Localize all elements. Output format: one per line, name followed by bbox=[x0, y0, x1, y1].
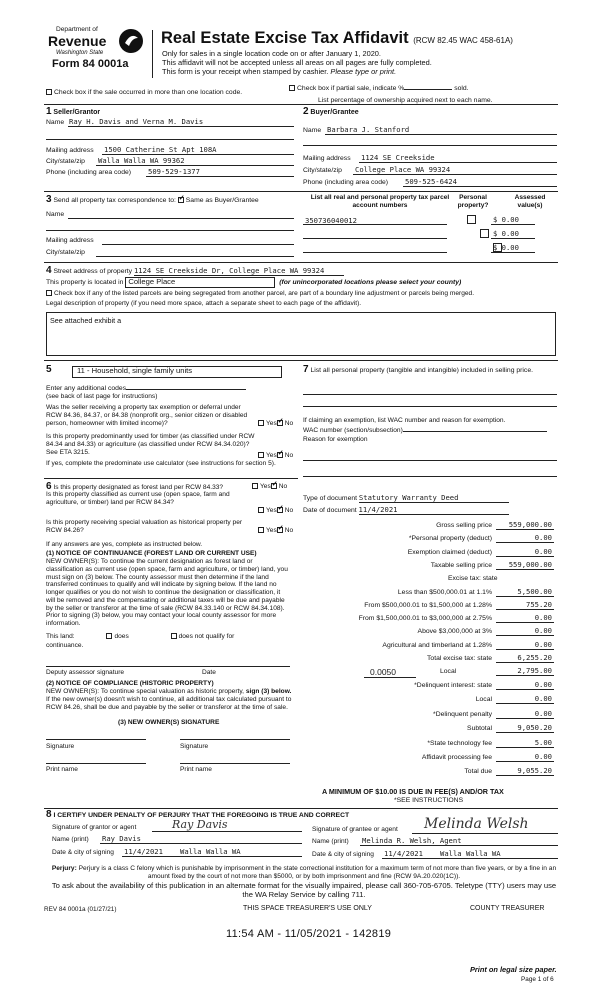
current-use-question: Is this property classified as current use (open space, farm and agriculture, or timber) land per RCW 84.34? bbox=[46, 491, 230, 506]
tax-correspondence-section: 3 Send all property tax correspondence to: ✓ Same as Buyer/Grantee Name Mailing address City/state/zip bbox=[46, 194, 296, 264]
property-street-field[interactable]: 1124 SE Creekside Dr, College Place WA 99324 bbox=[134, 266, 344, 276]
seller-phone-label: Phone (including area code) bbox=[46, 169, 132, 176]
grantee-signature[interactable]: Melinda Welsh bbox=[424, 816, 529, 832]
sec3-addr-label: Mailing address bbox=[46, 237, 94, 244]
divider bbox=[44, 104, 558, 105]
calc-value[interactable]: 0.00 bbox=[534, 752, 552, 761]
calc-row bbox=[300, 710, 558, 722]
buyer-name-field[interactable]: Barbara J. Stanford bbox=[327, 125, 410, 134]
compliance-text: NEW OWNER(S): To continue special valuation as historic property, sign (3) below. If the new owner(s) doesn't wish to continue, all additional tax calculated pursuant to RCW 84.26, shall be due and payable by the seller or transferor at the time of sale. bbox=[46, 688, 292, 711]
divider bbox=[44, 262, 558, 263]
calc-value[interactable]: 559,000.00 bbox=[508, 559, 552, 569]
buyer-section: 2 Buyer/Grantee Name Barbara J. Stanford Mailing address 1124 SE Creekside City/state/zip College Place WA 99324 Phone (including area code) 509-525-6424 bbox=[303, 106, 557, 190]
perjury-notice: Perjury: Perjury is a class C felony which is punishable by imprisonment in the state correctional institution for a maximum term of not more than five years, or by a fine in an amount fixed by the court of not more than $5000, or by both imprisonment and fine (RCW 9A.20.020(1C)). bbox=[51, 865, 557, 880]
calc-row bbox=[300, 601, 558, 613]
local-label: Local bbox=[440, 668, 457, 675]
calc-value[interactable]: 0.00 bbox=[534, 694, 552, 704]
underline bbox=[46, 666, 290, 667]
print-name-label: Print name bbox=[180, 766, 212, 773]
calc-label: *Personal property (deduct) bbox=[408, 535, 492, 543]
calc-value[interactable]: 0.00 bbox=[534, 613, 552, 623]
personal-header: Personal property? bbox=[457, 194, 489, 209]
yes-checkbox[interactable] bbox=[258, 527, 264, 533]
exemption-question: Was the seller receiving a property tax exemption or deferral under RCW 84.36, 84.37, or 84.38 (nonprofit org., senior citizen or disabled person, homeowner with limited income)? bbox=[46, 404, 248, 427]
calc-value[interactable]: 0.00 bbox=[534, 533, 552, 543]
underline bbox=[303, 224, 447, 225]
dept-line3: Washington State bbox=[56, 50, 104, 56]
deputy-label: Deputy assessor signature bbox=[46, 669, 125, 676]
calc-row bbox=[300, 681, 558, 693]
calc-label: Taxable selling price bbox=[430, 561, 492, 569]
calc-row bbox=[300, 767, 558, 779]
calc-row bbox=[300, 534, 558, 546]
yes-checkbox[interactable] bbox=[258, 420, 264, 426]
underline bbox=[496, 703, 554, 704]
document-date-field[interactable]: 11/4/2021 bbox=[359, 506, 509, 515]
partial-sale-check[interactable]: Check box if partial sale, indicate % sold. bbox=[289, 85, 469, 93]
divider bbox=[44, 191, 558, 192]
calc-row bbox=[300, 739, 558, 751]
timber-question: Is this property predominantly used for timber (as classified under RCW 84.34 and 84.33) or agriculture (as classified under RCW 84.34.020)? See ETA 3215. bbox=[46, 433, 255, 456]
continuance-word: continuance. bbox=[46, 642, 84, 649]
grantee-date-field[interactable]: 11/4/2021 bbox=[384, 849, 423, 858]
personal-property-checkbox[interactable] bbox=[467, 215, 476, 224]
personal-property-checkbox[interactable] bbox=[480, 229, 489, 238]
revision: REV 84 0001a (01/27/21) bbox=[44, 906, 117, 913]
assessed-value[interactable]: $ 0.00 bbox=[493, 215, 519, 224]
calc-label: Total excise tax: state bbox=[427, 655, 492, 662]
underline bbox=[496, 662, 554, 663]
no-checkbox[interactable] bbox=[271, 483, 277, 489]
calc-row bbox=[300, 561, 558, 573]
grantee-date-label: Date & city of signing bbox=[312, 851, 374, 858]
calc-value[interactable]: 5.00 bbox=[534, 737, 552, 747]
assessed-header: Assessed value(s) bbox=[514, 194, 546, 209]
calc-value[interactable]: 0.00 bbox=[534, 639, 552, 649]
calc-value[interactable]: 6,255.20 bbox=[517, 653, 552, 662]
calc-row bbox=[300, 548, 558, 560]
timber-note: If yes, complete the predominate use calculator (see instructions for section 5). bbox=[46, 460, 276, 467]
accessibility-notice: To ask about the availability of this publication in an alternate format for the visually impaired, please call 360-705-6705. Teletype (TTY) users may use the WA Relay Service by calling 711. bbox=[51, 881, 557, 899]
county-treasurer: COUNTY TREASURER bbox=[470, 905, 545, 912]
local-rate-row bbox=[300, 667, 558, 679]
underline bbox=[496, 761, 554, 762]
divider bbox=[44, 360, 558, 361]
underline bbox=[46, 739, 146, 740]
forest-section: 6 Is this property designated as forest land per RCW 84.33? Yes✓ No Is this property classified as current use (open space, farm and agriculture, or timber) land per RCW 84.34? Yes✓ No Is this property receiving special valuation as historical property per RCW 84.26? Yes✓ No If any answers are yes, complete as instructed below. (1) NOTICE OF CONTINUANCE (FOREST LAND OR CURRENT USE) NEW OWNER(S): To continue the current designation as forest land or classification as current use (open space, farm and agriculture, or timber) land, you must sign on (3) below. The county assessor must then determine if the land transferred continues to qualify and will indicate by signing below. If the land no longer qualifies or you do not wish to continue the designation or classification, it will be removed and the compensating or additional taxes will be due and payable by the seller or transferor at the time of sale (RCW 84.33.140 or RCW 84.34.108). Prior to signing (3) below, you may contact your local county assessor for more information. This land: does does not qualify for continuance. Deputy assessor signature Date (2) NOTICE OF COMPLIANCE (HISTORIC PROPERTY) NEW OWNER(S): To continue special valuation as historic property, sign (3) below. If the new owner(s) doesn't wish to continue, all additional tax calculated pursuant to RCW 84.26, shall be due and payable by the seller or transferor at the time of sale. (3) NEW OWNER(S) SIGNATURE Signature Signature Print name Print name bbox=[46, 481, 300, 781]
calc-label: Less than $500,000.01 at 1.1% bbox=[397, 588, 492, 596]
assessed-value[interactable]: $ 0.00 bbox=[493, 243, 519, 252]
calc-row bbox=[300, 654, 558, 666]
underline bbox=[180, 763, 290, 764]
underline bbox=[496, 596, 554, 597]
form-number: Form 84 0001a bbox=[52, 58, 129, 70]
land-use-section: 5 11 - Household, single family units Enter any additional codes (see back of last page for instructions) Was the seller receiving a property tax exemption or deferral under RCW 84.36, 84.37, or 84.38 (nonprofit org., senior citizen or disabled person, homeowner with limited income)? Yes✓ No Is this property predominantly used for timber (as classified under RCW 84.34 and 84.33) or agriculture (as classified under RCW 84.34.020)? See ETA 3215. Yes✓ No If yes, complete the predominate use calculator (see instructions for section 5). bbox=[46, 364, 300, 454]
grantor-name-field[interactable]: Ray Davis bbox=[102, 834, 141, 843]
local-rate: 0.0050 bbox=[370, 667, 396, 677]
no-checkbox[interactable] bbox=[277, 420, 283, 426]
legal-label: Legal description of property (if you need more space, attach a separate sheet to each page of the affidavit). bbox=[46, 300, 362, 307]
calc-row bbox=[300, 724, 558, 736]
calc-value[interactable]: 559,000.00 bbox=[508, 520, 552, 529]
underline bbox=[303, 406, 557, 407]
parcel-number[interactable]: 350736040012 bbox=[305, 216, 357, 225]
calc-value[interactable]: 5,500.00 bbox=[517, 586, 552, 596]
legal-description-field[interactable] bbox=[46, 312, 556, 356]
see-instructions: *SEE INSTRUCTIONS bbox=[394, 797, 464, 804]
underline bbox=[325, 134, 557, 135]
calc-value[interactable]: 0.00 bbox=[534, 626, 552, 636]
reason-label: Reason for exemption bbox=[303, 436, 368, 443]
checkbox[interactable] bbox=[46, 89, 52, 95]
yes-checkbox[interactable] bbox=[252, 483, 258, 489]
underline bbox=[496, 529, 554, 530]
buyer-city-label: City/state/zip bbox=[303, 167, 342, 174]
underline bbox=[102, 154, 294, 155]
calc-label: Above $3,000,000 at 3% bbox=[417, 628, 492, 636]
underline bbox=[496, 675, 554, 676]
header-note-3: This form is your receipt when stamped by cashier. Please type or print. bbox=[162, 67, 397, 76]
calc-label: Affidavit processing fee bbox=[421, 754, 492, 761]
underline bbox=[491, 224, 535, 225]
signature-label: Signature bbox=[180, 743, 209, 750]
seller-name-field[interactable]: Ray H. Davis and Verna M. Davis bbox=[69, 117, 204, 126]
underline bbox=[102, 244, 294, 245]
seller-city-label: City/state/zip bbox=[46, 158, 85, 165]
minimum-notice: A MINIMUM OF $10.00 IS DUE IN FEE(S) AND/OR TAX bbox=[322, 787, 504, 796]
parcel-table bbox=[303, 194, 557, 260]
calc-label: Local bbox=[475, 696, 492, 704]
calc-row bbox=[300, 627, 558, 639]
yes-checkbox[interactable] bbox=[258, 507, 264, 513]
exemption-yes-no[interactable]: Yes✓ No bbox=[258, 420, 293, 428]
calc-row bbox=[300, 753, 558, 765]
underline bbox=[491, 238, 535, 239]
calc-label: From $1,500,000.01 to $3,000,000 at 2.75% bbox=[358, 615, 492, 623]
new-owner-sig-heading: (3) NEW OWNER(S) SIGNATURE bbox=[118, 719, 220, 726]
dept-line2: Revenue bbox=[48, 33, 107, 49]
same-as-buyer-checkbox[interactable] bbox=[178, 197, 184, 203]
underline bbox=[180, 739, 290, 740]
codes-note: (see back of last page for instructions) bbox=[46, 393, 158, 400]
underline bbox=[496, 569, 554, 570]
buyer-city-field[interactable]: College Place WA 99324 bbox=[355, 165, 451, 174]
buyer-address-field[interactable]: 1124 SE Creekside bbox=[361, 153, 435, 162]
divider bbox=[44, 478, 298, 479]
ifany-note: If any answers are yes, complete as instructed below. bbox=[46, 541, 203, 548]
underline bbox=[382, 858, 558, 859]
underline bbox=[496, 732, 554, 733]
calc-label: *Delinquent interest: state bbox=[414, 682, 492, 689]
grantor-date-field[interactable]: 11/4/2021 bbox=[124, 847, 163, 856]
compliance-heading: (2) NOTICE OF COMPLIANCE (HISTORIC PROPERTY) bbox=[46, 680, 214, 687]
legal-description-text: See attached exhibit a bbox=[50, 316, 122, 325]
doc-type-row: Type of document Statutory Warranty Deed bbox=[303, 494, 509, 503]
signature-label: Signature bbox=[46, 743, 75, 750]
grantee-signature-block bbox=[312, 816, 558, 860]
calc-row bbox=[300, 695, 558, 707]
underline bbox=[68, 218, 294, 219]
qualify-row: This land: does does not qualify for bbox=[46, 633, 235, 640]
grantee-sig-label: Signature of grantee or agent bbox=[312, 826, 398, 833]
underline bbox=[491, 252, 535, 253]
forest-yes-no[interactable]: Yes✓ No bbox=[252, 483, 287, 491]
legal-paper-note: Print on legal size paper. bbox=[470, 965, 557, 974]
underline bbox=[496, 556, 554, 557]
parcel-header: List all real and personal property tax parcel account numbers bbox=[310, 194, 450, 209]
calc-label: From $500,000.01 to $1,500,000 at 1.28% bbox=[364, 601, 492, 609]
grantor-name-label: Name (print) bbox=[52, 836, 89, 843]
calc-row bbox=[300, 614, 558, 626]
personal-property-section: 7 List all personal property (tangible and intangible) included in selling price. If claiming an exemption, list WAC number and reason for exemption. WAC number (section/subsection) Reason for exemption Type of document Statutory Warranty Deed Date of document 11/4/2021 bbox=[303, 364, 557, 524]
use-code-field[interactable]: 11 - Household, single family units bbox=[72, 366, 282, 378]
underline bbox=[496, 718, 554, 719]
calc-label: *Delinquent penalty bbox=[433, 710, 492, 718]
underline bbox=[496, 622, 554, 623]
grantor-signature[interactable]: Ray Davis bbox=[172, 818, 228, 831]
calc-label: Total due bbox=[464, 768, 492, 776]
underline bbox=[496, 689, 554, 690]
underline bbox=[46, 139, 294, 140]
cashier-stamp: 11:54 AM - 11/05/2021 - 142819 bbox=[226, 928, 392, 940]
seller-name-label: Name bbox=[46, 119, 65, 126]
checkbox[interactable] bbox=[289, 85, 295, 91]
no-checkbox[interactable] bbox=[277, 527, 283, 533]
header-note-2: This affidavit will not be accepted unless all areas on all pages are fully completed. bbox=[162, 58, 432, 67]
underline bbox=[496, 747, 554, 748]
underline bbox=[146, 176, 294, 177]
underline bbox=[303, 394, 557, 395]
revenue-seal-icon bbox=[118, 28, 144, 54]
seller-addr-label: Mailing address bbox=[46, 147, 94, 154]
underline bbox=[353, 174, 557, 175]
underline bbox=[100, 843, 302, 844]
calc-label: *State technology fee bbox=[427, 739, 492, 747]
multi-location-check[interactable]: Check box if the sale occurred in more than one location code. bbox=[46, 89, 242, 97]
underline bbox=[303, 252, 447, 253]
buyer-addr-label: Mailing address bbox=[303, 155, 351, 162]
underline bbox=[403, 186, 557, 187]
ownership-note: List percentage of ownership acquired next to each name. bbox=[318, 97, 493, 104]
calc-label: Exemption claimed (deduct) bbox=[407, 548, 492, 556]
checkbox[interactable] bbox=[46, 290, 52, 296]
buyer-phone-field[interactable]: 509-525-6424 bbox=[405, 177, 457, 186]
page-title: Real Estate Excise Tax Affidavit (RCW 82.45 WAC 458-61A) bbox=[161, 29, 513, 47]
grantor-date-label: Date & city of signing bbox=[52, 849, 114, 856]
sec3-name-label: Name bbox=[46, 211, 65, 218]
underline bbox=[303, 145, 557, 146]
underline bbox=[303, 476, 557, 477]
no-checkbox[interactable] bbox=[277, 507, 283, 513]
seller-address-field[interactable]: 1500 Catherine St Apt 108A bbox=[104, 145, 217, 154]
underline bbox=[96, 256, 294, 257]
calc-value[interactable]: 0.00 bbox=[534, 680, 552, 689]
street-address-row: 4 Street address of property 1124 SE Creekside Dr, College Place WA 99324 bbox=[46, 265, 344, 277]
calc-value[interactable]: 9,055.20 bbox=[517, 766, 552, 776]
does-checkbox[interactable] bbox=[106, 633, 112, 639]
doc-date-row: Date of document 11/4/2021 bbox=[303, 506, 509, 515]
wac-row: WAC number (section/subsection) bbox=[303, 427, 547, 435]
buyer-name-label: Name bbox=[303, 127, 322, 134]
underline bbox=[496, 649, 554, 650]
underline bbox=[496, 775, 554, 776]
calc-value[interactable]: 0.00 bbox=[534, 708, 552, 718]
tax-calculation bbox=[300, 520, 558, 804]
calc-label: Subtotal bbox=[467, 725, 492, 733]
historic-yes-no[interactable]: Yes✓ No bbox=[258, 527, 293, 535]
segregated-check[interactable]: Check box if any of the listed parcels are being segregated from another parcel, are part of a boundary line adjustment or parcels being merged. bbox=[46, 290, 474, 298]
location-row: This property is located in College Place (for unincorporated locations please select your county) bbox=[46, 277, 462, 286]
underline bbox=[360, 845, 558, 846]
sec3-city-label: City/state/zip bbox=[46, 249, 85, 256]
location-select[interactable]: College Place bbox=[125, 277, 275, 288]
calc-value[interactable]: 0.00 bbox=[534, 546, 552, 556]
yes-checkbox[interactable] bbox=[258, 452, 264, 458]
underline bbox=[96, 165, 294, 166]
continuance-text: NEW OWNER(S): To continue the current designation as forest land or classification as current use (open space, farm and agriculture, or timber) land, you must sign on (3) below. The county assessor must then determine if the land transferred continues to qualify and will indicate by signing below. If the land no longer qualifies or you do not wish to continue the designation or classification, it will be removed and the compensating or additional taxes will be due and payable by the seller or transferor at the time of sale (RCW 84.33.140 or RCW 84.34.108). Prior to signing (3) below, you may contact your local county assessor for more information. bbox=[46, 558, 288, 628]
header-note-1: Only for sales in a single location code on or after January 1, 2020. bbox=[162, 49, 381, 58]
calc-value[interactable]: 9,050.20 bbox=[517, 723, 552, 733]
underline bbox=[152, 831, 302, 832]
does-not-checkbox[interactable] bbox=[171, 633, 177, 639]
assessed-value[interactable]: $ 0.00 bbox=[493, 229, 519, 238]
calc-label: Agricultural and timberland at 1.28% bbox=[382, 641, 492, 649]
underline bbox=[496, 542, 554, 543]
dor-logo bbox=[44, 26, 148, 56]
underline bbox=[303, 460, 557, 461]
certify-heading: 8 I CERTIFY UNDER PENALTY OF PERJURY THAT THE FOREGOING IS TRUE AND CORRECT bbox=[46, 809, 350, 820]
underline bbox=[359, 162, 557, 163]
buyer-phone-label: Phone (including area code) bbox=[303, 179, 389, 186]
grantor-city-field[interactable]: Walla Walla WA bbox=[180, 847, 241, 856]
seller-city-field[interactable]: Walla Walla WA 99362 bbox=[98, 156, 185, 165]
timber-yes-no[interactable]: Yes✓ No bbox=[258, 452, 293, 460]
calc-row bbox=[300, 641, 558, 653]
underline bbox=[303, 238, 447, 239]
underline bbox=[46, 763, 146, 764]
exempt-label: If claiming an exemption, list WAC number and reason for exemption. bbox=[303, 417, 506, 424]
treasurer-use-only: THIS SPACE TREASURER'S USE ONLY bbox=[243, 905, 372, 912]
underline bbox=[46, 230, 294, 231]
grantor-sig-label: Signature of grantor or agent bbox=[52, 824, 137, 831]
underline bbox=[496, 635, 554, 636]
calc-row bbox=[300, 588, 558, 600]
calc-row bbox=[300, 574, 558, 586]
underline bbox=[68, 126, 294, 127]
page-number: Page 1 of 6 bbox=[521, 976, 554, 983]
local-tax-value[interactable]: 2,795.00 bbox=[517, 666, 552, 675]
underline bbox=[412, 833, 558, 834]
current-use-yes-no[interactable]: Yes✓ No bbox=[258, 507, 293, 515]
underline bbox=[122, 856, 302, 857]
seller-section: 1 Seller/Grantor Name Ray H. Davis and Verna M. Davis Mailing address 1500 Catherine St Apt 108A City/state/zip Walla Walla WA 99362 Phone (including area code) 509-529-1377 bbox=[46, 106, 294, 186]
historic-question: Is this property receiving special valuation as historical property per RCW 84.26? bbox=[46, 519, 243, 534]
continuance-heading: (1) NOTICE OF CONTINUANCE (FOREST LAND OR CURRENT USE) bbox=[46, 550, 257, 557]
header-divider bbox=[152, 30, 153, 78]
underline bbox=[364, 677, 416, 678]
underline bbox=[496, 609, 554, 610]
grantee-name-field[interactable]: Melinda R. Welsh, Agent bbox=[362, 836, 462, 845]
no-checkbox[interactable] bbox=[277, 452, 283, 458]
grantee-name-label: Name (print) bbox=[312, 838, 349, 845]
calc-value[interactable]: 755.20 bbox=[526, 599, 552, 609]
calc-label: Excise tax: state bbox=[448, 575, 498, 583]
calc-row bbox=[300, 521, 558, 533]
deputy-date-label: Date bbox=[202, 669, 216, 676]
document-type-field[interactable]: Statutory Warranty Deed bbox=[359, 494, 509, 503]
dept-line1: Department of bbox=[56, 26, 98, 33]
grantee-city-field[interactable]: Walla Walla WA bbox=[440, 849, 501, 858]
grantor-signature-block bbox=[52, 820, 302, 860]
print-name-label: Print name bbox=[46, 766, 78, 773]
seller-phone-field[interactable]: 509-529-1377 bbox=[148, 167, 200, 176]
calc-label: Gross selling price bbox=[436, 522, 492, 529]
